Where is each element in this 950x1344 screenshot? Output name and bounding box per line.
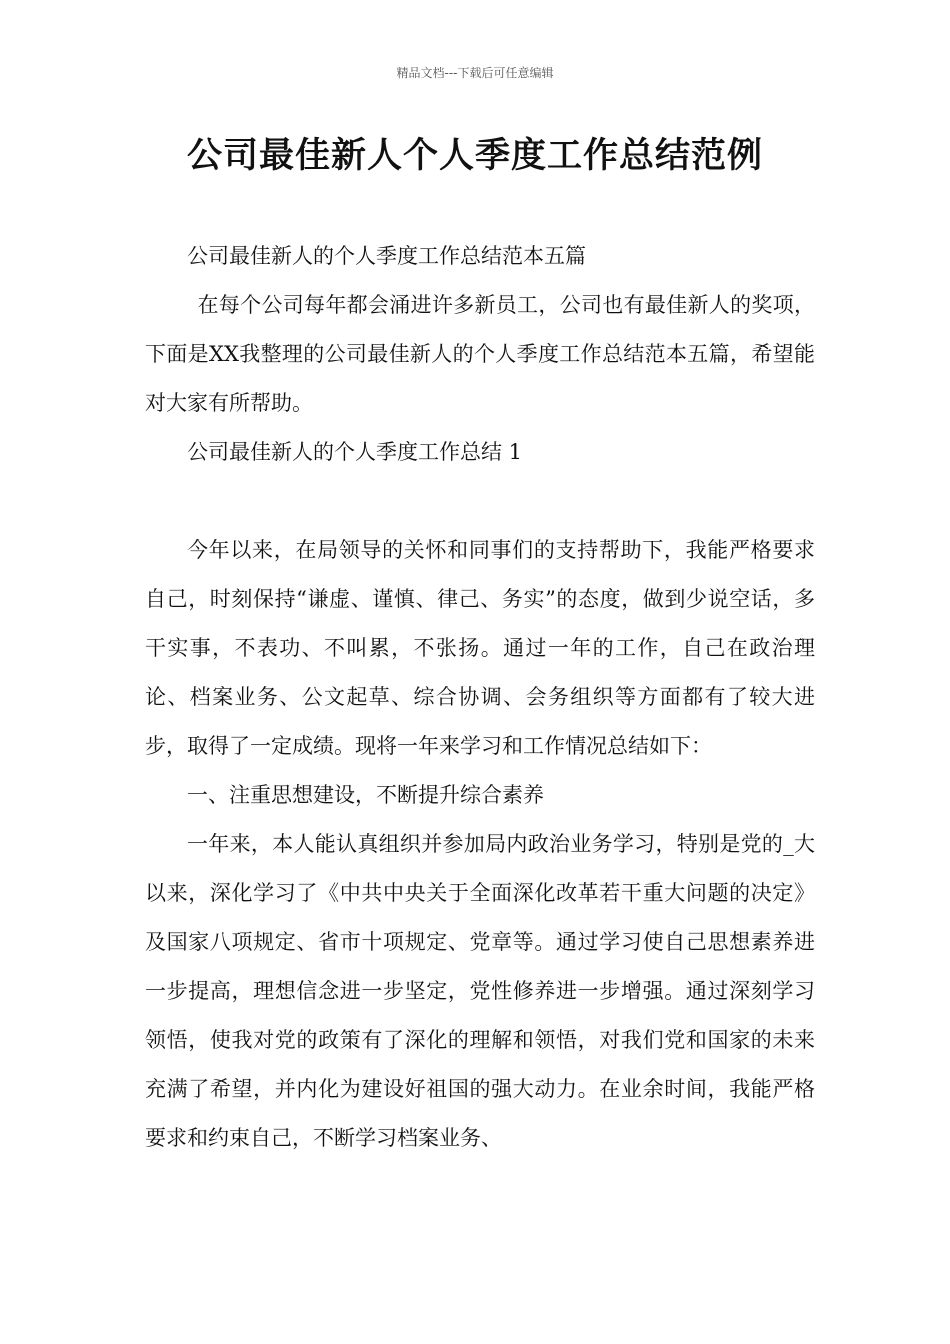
document-title: 公司最佳新人个人季度工作总结范例 — [186, 136, 763, 176]
header-note: 精品文档---下载后可任意编辑 — [396, 66, 554, 80]
body-paragraph-2: 一年来，本人能认真组织并参加局内政治业务学习，特别是党的_大以来，深化学习了《中共中央关于全面深化改革若干重大问题的决定》及国家八项规定、省市十项规定、党章等。通过学习使自己思想素养进一步提高，理想信念进一步坚定，党性修养进一步增强。通过深刻学习领悟，使我对党的政策有了深化的理解和领悟，对我们党和国家的未来充满了希望，并内化为建设好祖国的强大动力。在业余时间，我能严格要求和约束自己，不断学习档案业务、 — [145, 832, 815, 1150]
section-heading-1: 一、注重思想建设，不断提升综合素养 — [187, 783, 544, 807]
document-body — [145, 232, 815, 1163]
document-subtitle: 公司最佳新人的个人季度工作总结范本五篇 — [187, 244, 586, 268]
section-title: 公司最佳新人的个人季度工作总结 1 — [187, 440, 523, 464]
body-paragraph-1: 今年以来，在局领导的关怀和同事们的支持帮助下，我能严格要求自己，时刻保持“谦虚、谨慎、律己、务实”的态度，做到少说空话，多干实事，不表功、不叫累，不张扬。通过一年的工作，自己在政治理论、档案业务、公文起草、综合协调、会务组织等方面都有了较大进步，取得了一定成绩。现将一年来学习和工作情况总结如下： — [145, 538, 815, 758]
intro-paragraph: 在每个公司每年都会涌进许多新员工，公司也有最佳新人的奖项，下面是XX我整理的公司最佳新人的个人季度工作总结范本五篇，希望能对大家有所帮助。 — [145, 293, 815, 415]
